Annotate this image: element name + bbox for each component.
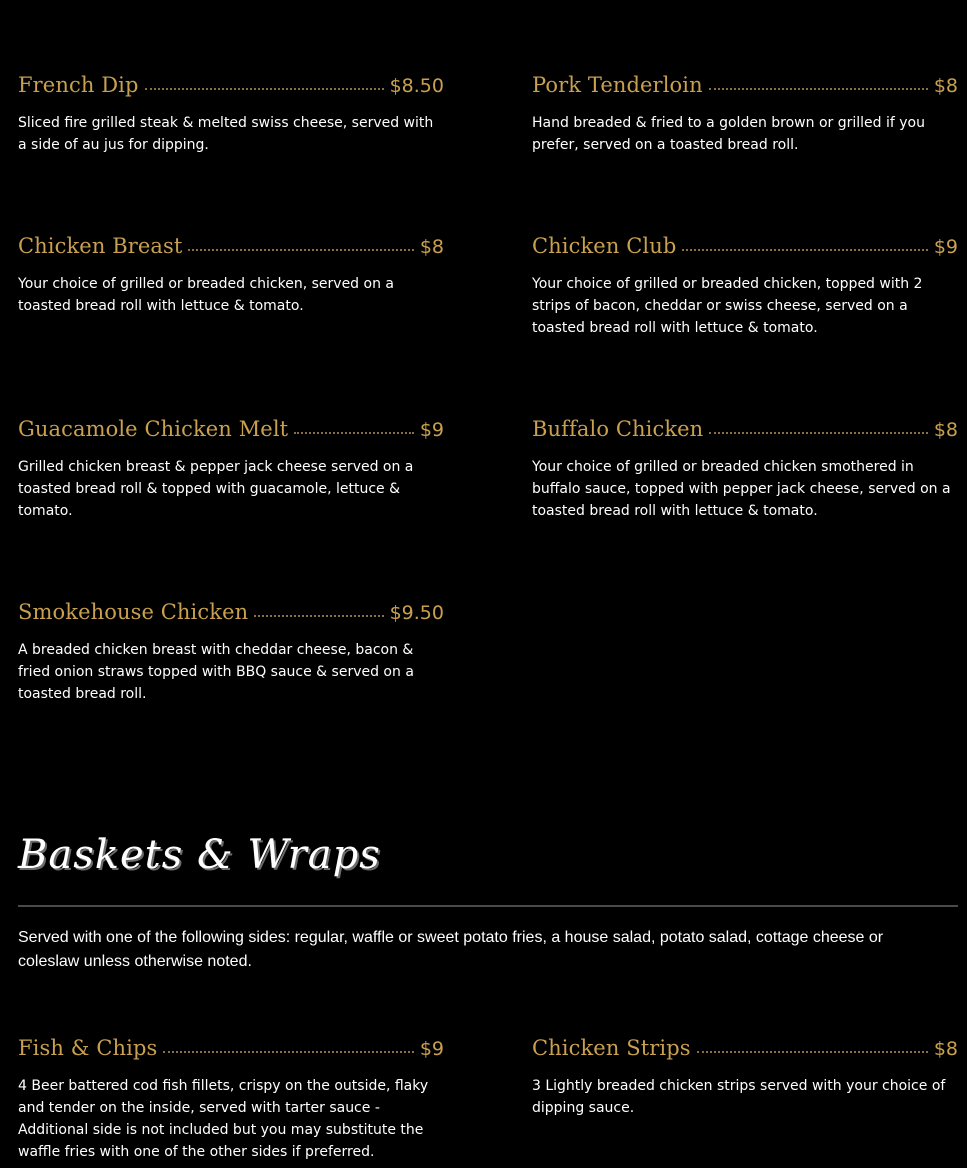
menu-item-price: $9 [419, 1038, 444, 1060]
menu-item-description: Your choice of grilled or breaded chicken, topped with 2 strips of bacon, cheddar or swiss cheese, served on a toasted bread roll with lettuce & tomato. [532, 276, 923, 336]
dotted-leader [709, 431, 928, 434]
menu-item-fish-and-chips [18, 1036, 444, 1163]
menu-item-header [532, 234, 958, 264]
menu-item-name: French Dip [18, 73, 139, 97]
dotted-leader [145, 87, 384, 90]
menu-item-description: A breaded chicken breast with cheddar cheese, bacon & fried onion straws topped with BBQ sauce & served on a toasted bread roll. [18, 642, 414, 702]
menu-item-smokehouse-chicken [18, 600, 444, 705]
menu-item-price: $8.50 [389, 75, 444, 97]
dotted-leader [163, 1050, 413, 1053]
section-note: Served with one of the following sides: regular, waffle or sweet potato fries, a house salad, potato salad, cottage cheese or coleslaw unless otherwise noted. [18, 929, 884, 970]
menu-item-chicken-breast [18, 234, 444, 317]
menu-item-description: Grilled chicken breast & pepper jack cheese served on a toasted bread roll & topped with guacamole, lettuce & tomato. [18, 459, 414, 519]
section-title: Baskets & Wraps [18, 832, 381, 878]
menu-item-header [18, 1036, 444, 1066]
section-divider [18, 905, 958, 907]
menu-item-description: Your choice of grilled or breaded chicken smothered in buffalo sauce, topped with pepper jack cheese, served on a toasted bread roll with lettuce & tomato. [532, 459, 951, 519]
menu-item-price: $8 [419, 236, 444, 258]
menu-item-pork-tenderloin [532, 73, 958, 156]
menu-item-price: $8 [933, 75, 958, 97]
menu-item-description: 3 Lightly breaded chicken strips served with your choice of dipping sauce. [532, 1078, 946, 1116]
menu-item-name: Buffalo Chicken [532, 417, 704, 441]
menu-item-price: $8 [933, 1038, 958, 1060]
menu-item-guacamole-chicken-melt [18, 417, 444, 522]
menu-item-price: $9 [933, 236, 958, 258]
menu-item-name: Chicken Breast [18, 234, 183, 258]
menu-item-name: Chicken Strips [532, 1036, 691, 1060]
dotted-leader [697, 1050, 928, 1053]
menu-item-header [18, 234, 444, 264]
menu-item-description: 4 Beer battered cod fish fillets, crispy on the outside, flaky and tender on the inside, served with tarter sauce - Additional side is not included but you may substitute the waffle fries with one of the other sides if preferred. [18, 1078, 429, 1160]
menu-item-buffalo-chicken [532, 417, 958, 522]
menu-item-price: $9.50 [389, 602, 444, 624]
menu-item-chicken-club [532, 234, 958, 339]
menu-item-name: Pork Tenderloin [532, 73, 703, 97]
menu-item-header [532, 73, 958, 103]
menu-item-chicken-strips [532, 1036, 958, 1119]
menu-item-description: Hand breaded & fried to a golden brown or grilled if you prefer, served on a toasted bread roll. [532, 115, 925, 153]
menu-item-name: Smokehouse Chicken [18, 600, 249, 624]
dotted-leader [294, 431, 414, 434]
menu-item-header [532, 1036, 958, 1066]
dotted-leader [188, 248, 413, 251]
dotted-leader [254, 614, 383, 617]
menu-item-description: Sliced fire grilled steak & melted swiss cheese, served with a side of au jus for dipping. [18, 115, 434, 153]
menu-item-name: Guacamole Chicken Melt [18, 417, 289, 441]
menu-item-header [18, 73, 444, 103]
dotted-leader [709, 87, 928, 90]
menu-item-name: Chicken Club [532, 234, 677, 258]
menu-item-header [532, 417, 958, 447]
menu-item-name: Fish & Chips [18, 1036, 158, 1060]
menu-item-price: $9 [419, 419, 444, 441]
menu-item-header [18, 417, 444, 447]
dotted-leader [682, 248, 927, 251]
menu-item-header [18, 600, 444, 630]
menu-item-description: Your choice of grilled or breaded chicken, served on a toasted bread roll with lettuce & tomato. [18, 276, 394, 314]
menu-item-french-dip [18, 73, 444, 156]
menu-item-price: $8 [933, 419, 958, 441]
